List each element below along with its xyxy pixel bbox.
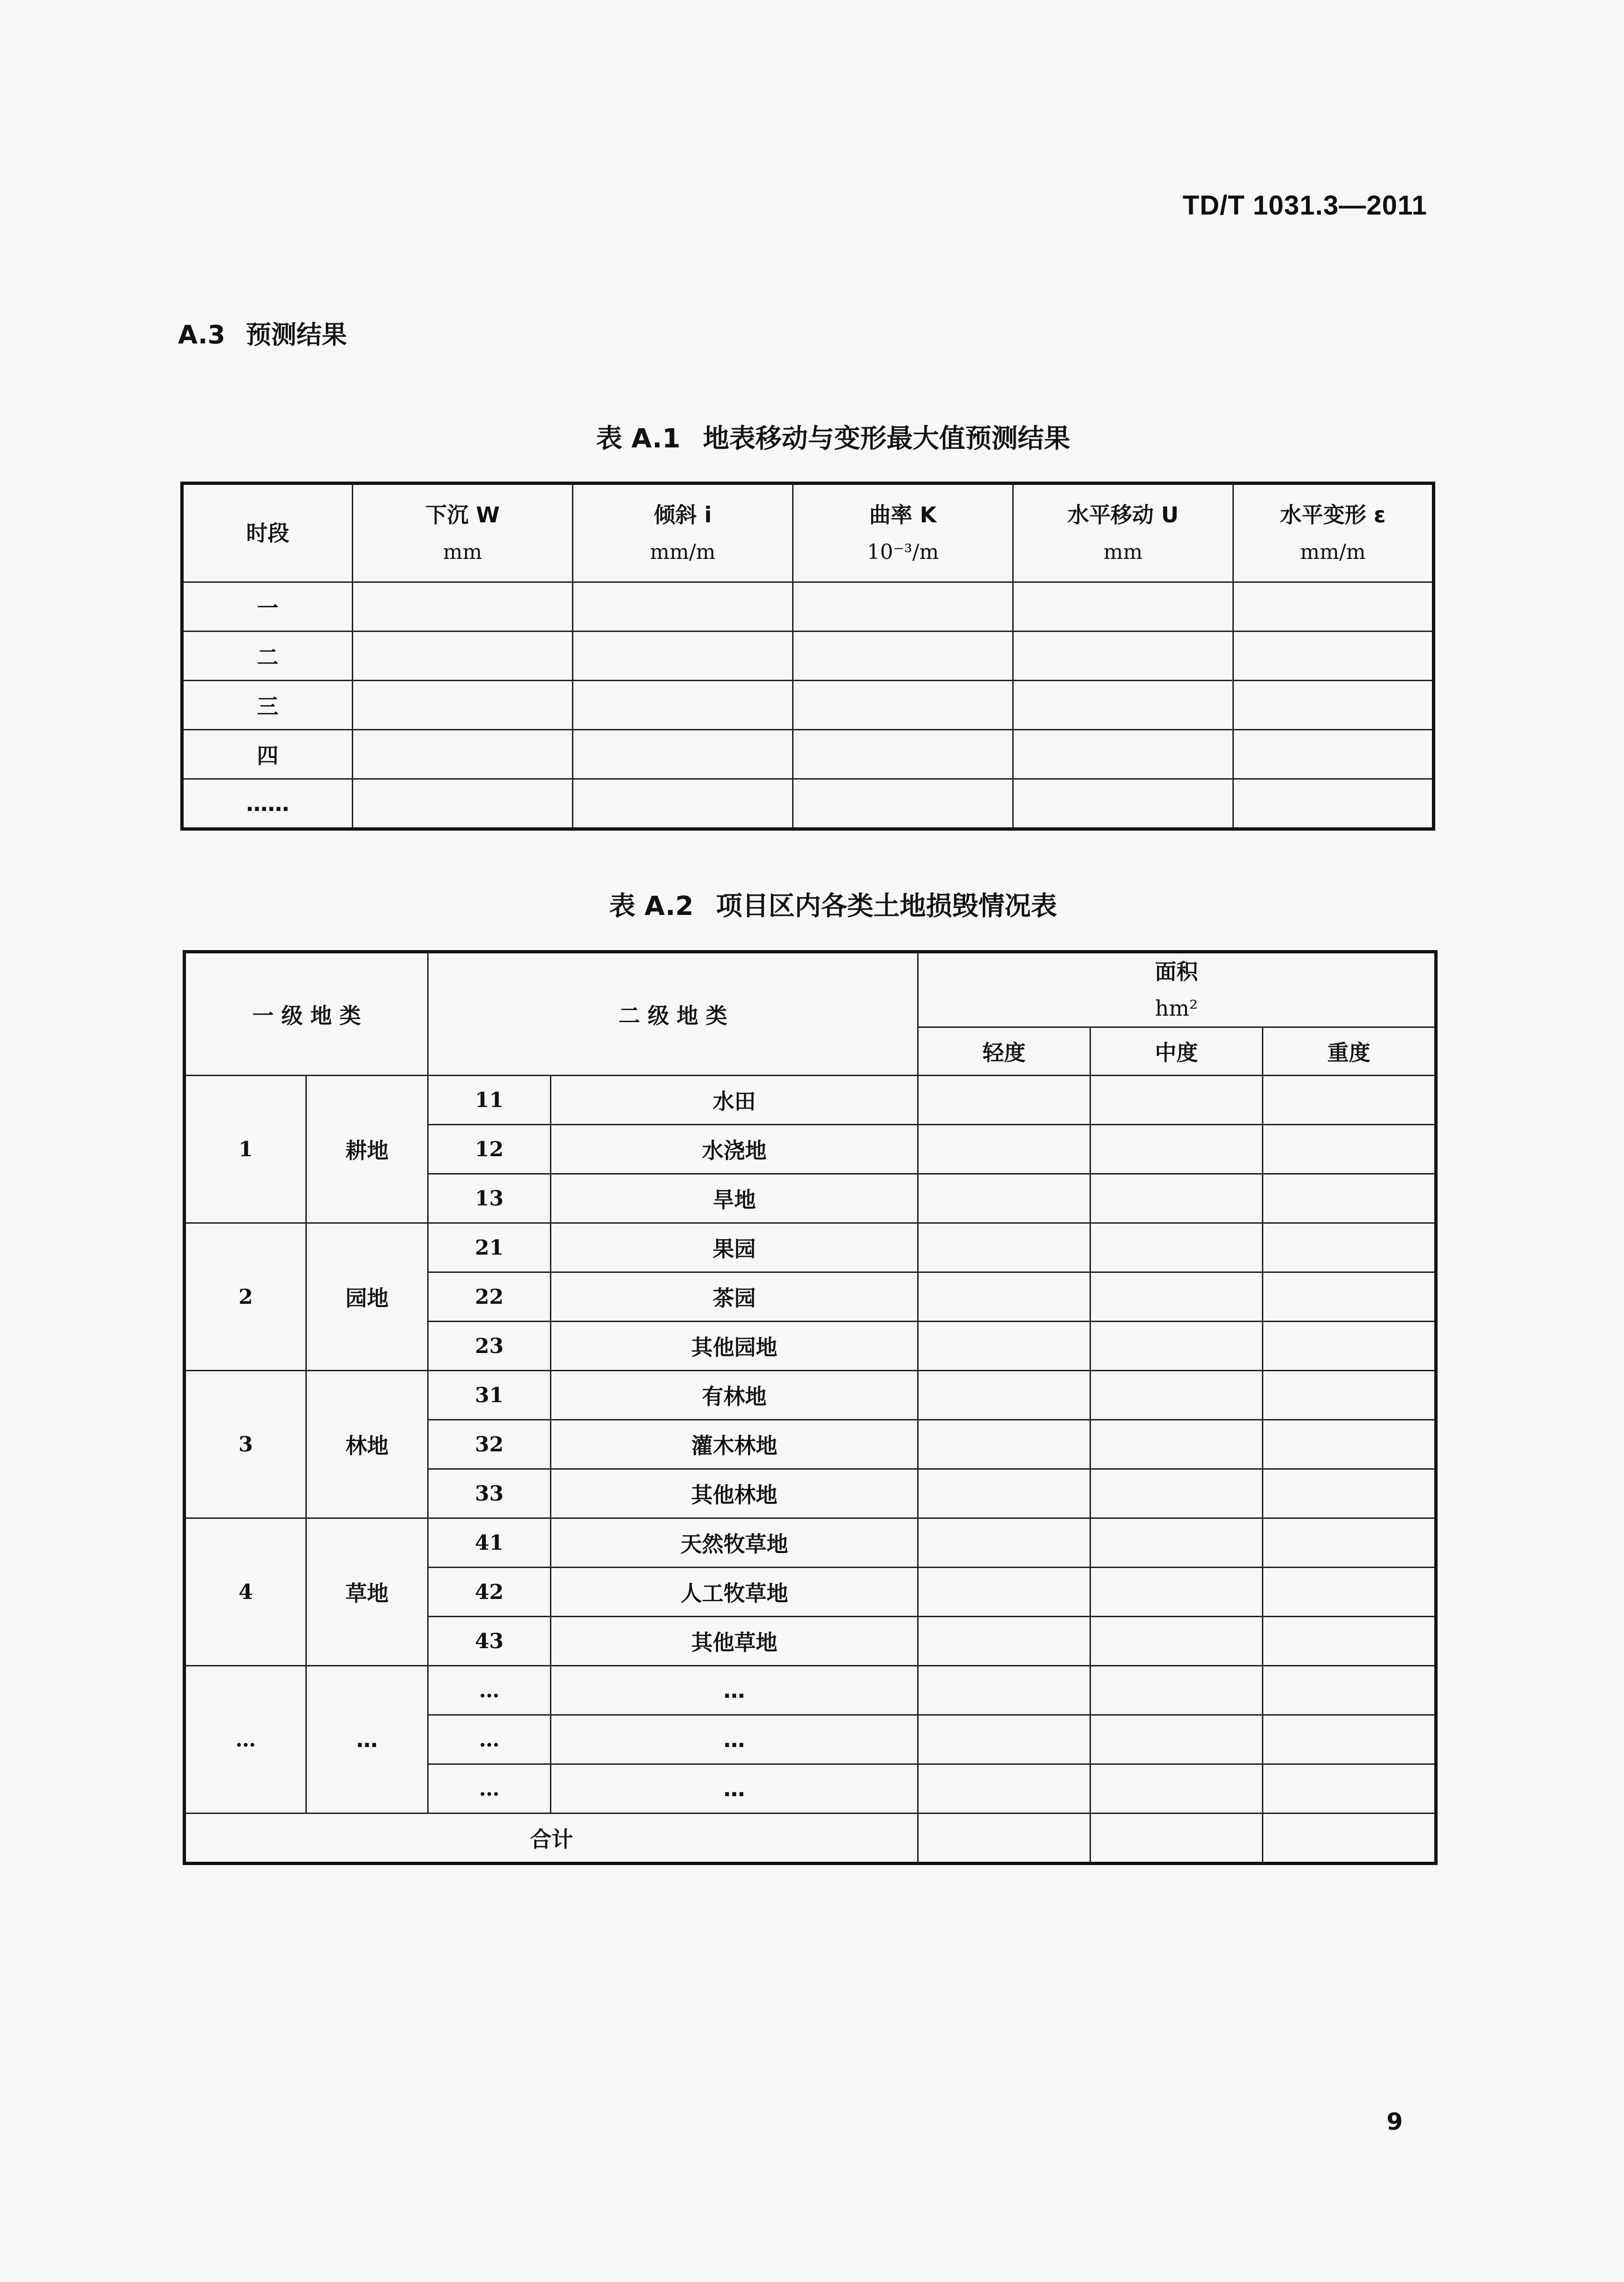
level2-code: 21: [428, 1223, 551, 1272]
empty-cell: [1233, 582, 1434, 632]
empty-cell: [918, 1666, 1090, 1715]
header-horizontal-deformation: 水平变形 ε mm/m: [1233, 483, 1434, 582]
level2-name: 其他园地: [551, 1322, 918, 1371]
level2-code: …: [428, 1715, 551, 1764]
header-curvature: 曲率 K 10⁻³/m: [793, 483, 1013, 582]
header-severity-moderate: 中度: [1090, 1027, 1263, 1076]
empty-cell: [918, 1715, 1090, 1764]
empty-cell: [1263, 1272, 1436, 1322]
table-row: [185, 1223, 1436, 1272]
level2-name: 水田: [551, 1076, 918, 1125]
total-label: 合计: [185, 1814, 918, 1864]
level2-code: 22: [428, 1272, 551, 1322]
table-a2-caption: [0, 885, 1624, 923]
table-row: [185, 1076, 1436, 1125]
table-a1-number: 表 A.1: [596, 424, 681, 454]
empty-cell: [918, 1272, 1090, 1322]
table-a2: [183, 950, 1438, 1865]
section-title: 预测结果: [245, 320, 347, 349]
empty-cell: [1013, 632, 1233, 681]
empty-cell: [918, 1174, 1090, 1223]
level2-code: 43: [428, 1617, 551, 1666]
level2-code: …: [428, 1666, 551, 1715]
empty-cell: [1263, 1371, 1436, 1420]
level1-code: 1: [185, 1076, 306, 1223]
table-row: [182, 582, 1434, 632]
table-a1: [180, 482, 1435, 831]
empty-cell: [1233, 681, 1434, 730]
level1-code: 4: [185, 1518, 306, 1666]
empty-cell: [1263, 1764, 1436, 1814]
level2-name: 果园: [551, 1223, 918, 1272]
header-tilt: 倾斜 i mm/m: [573, 483, 793, 582]
header-severity-heavy: 重度: [1263, 1027, 1436, 1076]
empty-cell: [918, 1322, 1090, 1371]
standard-code: TD/T 1031.3—2011: [1182, 190, 1427, 221]
empty-cell: [1233, 730, 1434, 779]
period-cell: 二: [182, 632, 353, 681]
level2-code: 41: [428, 1518, 551, 1568]
empty-cell: [1090, 1076, 1263, 1125]
level2-code: 31: [428, 1371, 551, 1420]
empty-cell: [1263, 1322, 1436, 1371]
level2-name: 其他林地: [551, 1469, 918, 1518]
empty-cell: [1013, 730, 1233, 779]
empty-cell: [353, 730, 573, 779]
level2-name: 有林地: [551, 1371, 918, 1420]
empty-cell: [918, 1125, 1090, 1174]
level2-code: 13: [428, 1174, 551, 1223]
level2-name: 灌木林地: [551, 1420, 918, 1469]
empty-cell: [918, 1814, 1090, 1864]
empty-cell: [1013, 681, 1233, 730]
level2-name: 茶园: [551, 1272, 918, 1322]
level1-code: 3: [185, 1371, 306, 1518]
table-row: [182, 779, 1434, 829]
level2-name: …: [551, 1764, 918, 1814]
empty-cell: [1263, 1518, 1436, 1568]
empty-cell: [1090, 1223, 1263, 1272]
empty-cell: [1090, 1371, 1263, 1420]
empty-cell: [793, 681, 1013, 730]
level2-name: 天然牧草地: [551, 1518, 918, 1568]
empty-cell: [1233, 779, 1434, 829]
level2-code: 33: [428, 1469, 551, 1518]
empty-cell: [1090, 1272, 1263, 1322]
empty-cell: [1013, 779, 1233, 829]
table-a2-header-row: [185, 952, 1436, 1027]
empty-cell: [918, 1371, 1090, 1420]
empty-cell: [1090, 1518, 1263, 1568]
empty-cell: [1263, 1814, 1436, 1864]
empty-cell: [1263, 1469, 1436, 1518]
table-row: [185, 1518, 1436, 1568]
header-level2-category: 二 级 地 类: [428, 952, 918, 1076]
empty-cell: [918, 1076, 1090, 1125]
empty-cell: [918, 1764, 1090, 1814]
empty-cell: [1090, 1568, 1263, 1617]
level2-name: …: [551, 1666, 918, 1715]
empty-cell: [1263, 1617, 1436, 1666]
empty-cell: [918, 1420, 1090, 1469]
table-row: [182, 681, 1434, 730]
empty-cell: [1263, 1666, 1436, 1715]
level2-code: …: [428, 1764, 551, 1814]
period-cell: 三: [182, 681, 353, 730]
level1-name: 林地: [306, 1371, 428, 1518]
empty-cell: [1090, 1420, 1263, 1469]
level1-code: …: [185, 1666, 306, 1814]
period-cell: 一: [182, 582, 353, 632]
level2-code: 11: [428, 1076, 551, 1125]
header-horizontal-movement: 水平移动 U mm: [1013, 483, 1233, 582]
level2-code: 32: [428, 1420, 551, 1469]
empty-cell: [1090, 1715, 1263, 1764]
empty-cell: [1233, 632, 1434, 681]
empty-cell: [353, 779, 573, 829]
empty-cell: [1263, 1420, 1436, 1469]
table-row: [185, 1666, 1436, 1715]
empty-cell: [1090, 1125, 1263, 1174]
empty-cell: [918, 1223, 1090, 1272]
empty-cell: [573, 582, 793, 632]
empty-cell: [1263, 1076, 1436, 1125]
empty-cell: [1090, 1666, 1263, 1715]
empty-cell: [1263, 1715, 1436, 1764]
empty-cell: [573, 681, 793, 730]
level1-name: 园地: [306, 1223, 428, 1371]
empty-cell: [1263, 1568, 1436, 1617]
table-row: [182, 632, 1434, 681]
empty-cell: [918, 1568, 1090, 1617]
empty-cell: [1090, 1174, 1263, 1223]
level2-name: …: [551, 1715, 918, 1764]
table-a1-caption: [0, 418, 1624, 455]
empty-cell: [573, 632, 793, 681]
level2-name: 水浇地: [551, 1125, 918, 1174]
level1-name: 草地: [306, 1518, 428, 1666]
empty-cell: [573, 779, 793, 829]
empty-cell: [353, 681, 573, 730]
empty-cell: [1013, 582, 1233, 632]
empty-cell: [1090, 1814, 1263, 1864]
empty-cell: [918, 1617, 1090, 1666]
level2-name: 人工牧草地: [551, 1568, 918, 1617]
table-a1-header-row: [182, 483, 1434, 582]
empty-cell: [793, 730, 1013, 779]
empty-cell: [1263, 1174, 1436, 1223]
empty-cell: [918, 1518, 1090, 1568]
empty-cell: [793, 632, 1013, 681]
header-area-unit: hm²: [1155, 996, 1198, 1021]
empty-cell: [353, 582, 573, 632]
empty-cell: [353, 632, 573, 681]
header-level1-category: 一 级 地 类: [185, 952, 428, 1076]
level1-name: …: [306, 1666, 428, 1814]
empty-cell: [573, 730, 793, 779]
table-a2-number: 表 A.2: [609, 891, 694, 922]
table-a2-title: 项目区内各类土地损毁情况表: [716, 891, 1057, 922]
empty-cell: [1090, 1469, 1263, 1518]
header-subsidence: 下沉 W mm: [353, 483, 573, 582]
section-number: A.3: [178, 320, 225, 349]
header-severity-light: 轻度: [918, 1027, 1090, 1076]
level2-code: 12: [428, 1125, 551, 1174]
header-period: 时段: [182, 483, 353, 582]
level2-name: 旱地: [551, 1174, 918, 1223]
table-row: [185, 1371, 1436, 1420]
level1-name: 耕地: [306, 1076, 428, 1223]
empty-cell: [1090, 1764, 1263, 1814]
empty-cell: [793, 779, 1013, 829]
level2-code: 42: [428, 1568, 551, 1617]
level2-code: 23: [428, 1322, 551, 1371]
empty-cell: [1263, 1223, 1436, 1272]
table-a1-title: 地表移动与变形最大值预测结果: [703, 424, 1070, 454]
empty-cell: [918, 1469, 1090, 1518]
empty-cell: [1090, 1617, 1263, 1666]
empty-cell: [1263, 1125, 1436, 1174]
level2-name: 其他草地: [551, 1617, 918, 1666]
period-cell: 四: [182, 730, 353, 779]
page-number: 9: [1387, 2108, 1403, 2135]
level1-code: 2: [185, 1223, 306, 1371]
table-row: [182, 730, 1434, 779]
empty-cell: [793, 582, 1013, 632]
header-area: 面积 hm²: [918, 952, 1436, 1027]
empty-cell: [1090, 1322, 1263, 1371]
period-cell: ……: [182, 779, 353, 829]
section-heading: [178, 315, 347, 351]
total-row: [185, 1814, 1436, 1864]
